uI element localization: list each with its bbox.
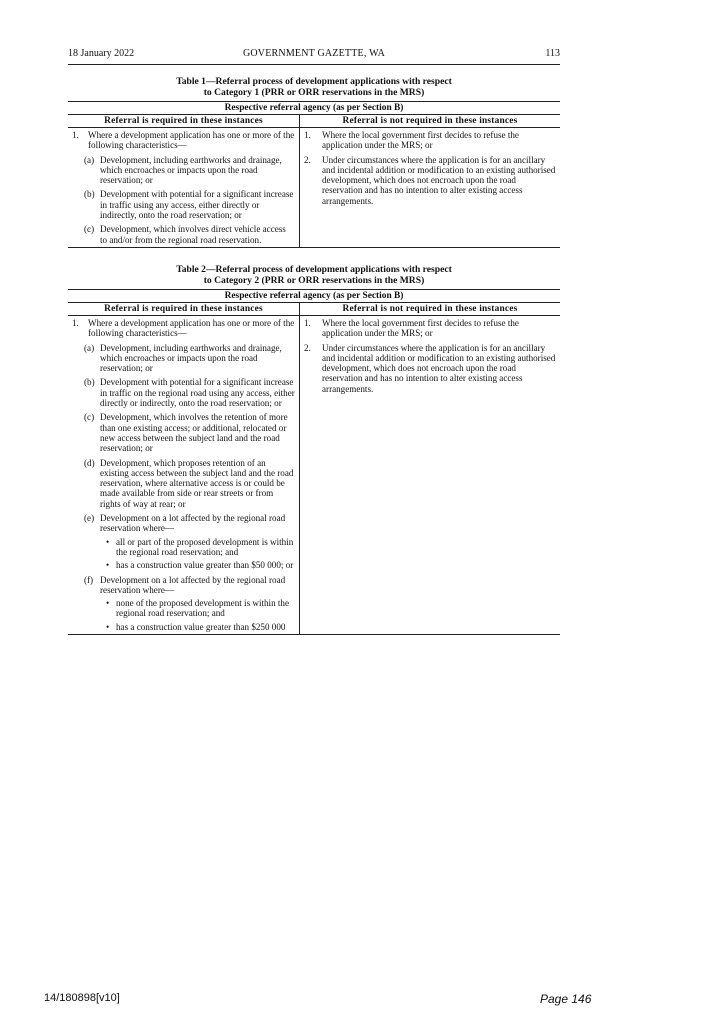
table2-not-required-column [300,303,560,634]
sub-label: (d) [84,457,95,468]
bullet-text: has a construction value greater than $250 000 [116,621,286,632]
sub-text: Development on a lot affected by the regional road reservation where— [100,574,286,595]
sub-label: (f) [84,574,94,585]
bullet-icon: • [106,560,110,571]
table2-sub-item-c [72,412,295,453]
table1-required-column [68,115,300,247]
table2-required-item [72,318,295,339]
gazette-title: GOVERNMENT GAZETTE, WA [242,48,386,59]
table1-not-required-column [300,115,560,247]
table1-not-required-item-1 [304,130,556,151]
bullet-icon: • [106,598,110,609]
gazette-page [68,48,560,635]
bullet-item [100,622,295,632]
header-rule [68,64,560,65]
sub-label: (b) [84,189,95,200]
table1-sub-item-b [72,189,295,220]
sub-label: (a) [84,342,95,353]
table2-sub-item-a [72,343,295,374]
table1-required-item [72,130,295,151]
table2-not-required-header: Referral is not required in these instances [300,303,560,316]
sub-text: Development with potential for a significant increase in traffic on the regional road using any access, either directly or indirectly, onto the road reservation; or [100,377,295,409]
table1-not-required-header: Referral is not required in these instances [300,115,560,128]
bullet-item [100,598,295,619]
bullet-icon: • [106,621,110,632]
sub-text: Development, including earthworks and drainage, which encroaches or impacts upon the road reservation; or [100,342,282,374]
sub-text: Development, which involves direct vehicle access to and/or from the regional road reservation. [100,224,286,245]
bullet-item [100,560,295,570]
item-text: Where the local government first decides to refuse the application under the MRS; or [322,130,519,151]
item-number: 1. [72,130,79,140]
item-text: Where a development application has one or more of the following characteristics— [88,130,295,151]
gazette-header [68,48,560,64]
sub-text: Development on a lot affected by the regional road reservation where— [100,513,286,534]
sub-label: (a) [84,154,95,165]
table2-agency-header: Respective referral agency (as per Section B) [68,290,560,303]
table1-agency-header: Respective referral agency (as per Section B) [68,102,560,115]
bullet-icon: • [106,536,110,547]
sub-text: Development, which involves the retention of more than one existing access; or additional, relocated or new access between the subject land and the road reservation; or [100,412,288,454]
item-text: Where the local government first decides to refuse the application under the MRS; or [322,317,519,339]
bullet-text: none of the proposed development is within the regional road reservation; and [116,598,289,619]
item-number: 1. [304,130,311,140]
table2-not-required-item-1 [304,318,556,339]
table1-title [68,76,560,98]
table1-title-line1: Table 1—Referral process of development applications with respect [176,76,452,87]
sub-text: Development with potential for a significant increase in traffic using any access, either directly or indirectly, onto the road reservation; or [100,189,294,221]
table2-sub-item-f [72,575,295,632]
table1-not-required-item-2 [304,155,556,206]
table2-sub-item-e [72,513,295,570]
table2-not-required-item-2 [304,343,556,394]
item-text: Under circumstances where the application is for an ancillary and incidental addition or modification to an existing authorised development, which does not encroach upon the road reservation and has no intention to alter existing access arrangements. [322,154,556,206]
sub-text: Development, which proposes retention of an existing access between the subject land and the road reservation, where alternative access is or could be made available from side or rear streets or from rights of way at rear; or [100,457,294,509]
table1-title-line2: to Category 1 (PRR or ORR reservations in the MRS) [203,87,425,98]
gazette-date: 18 January 2022 [68,48,135,59]
item-number: 1. [72,317,79,328]
table2-sub-item-b [72,377,295,408]
sub-label: (c) [84,412,95,423]
gazette-page-number: 113 [545,48,560,59]
sub-label: (c) [84,224,95,235]
table2-title-line1: Table 2—Referral process of development applications with respect [176,263,452,275]
table2 [68,289,560,635]
item-text: Under circumstances where the application is for an ancillary and incidental addition or modification to an existing authorised development, which does not encroach upon the road reservation and has no intention to alter existing access arrangements. [322,342,556,394]
item-text: Where a development application has one or more of the following characteristics— [88,317,295,339]
item-number: 2. [304,342,311,353]
item-number: 2. [304,154,311,165]
table1-required-header: Referral is required in these instances [68,115,299,128]
bullet-item [100,537,295,558]
table2-title [68,264,560,286]
table2-sub-item-d [72,458,295,509]
document-reference: 14/180898[v10] [44,992,120,1004]
table2-required-header: Referral is required in these instances [68,303,299,316]
sub-label: (b) [84,377,95,388]
table1-sub-item-c [72,224,295,245]
sub-text: Development, including earthworks and drainage, which encroaches or impacts upon the road reservation; or [100,154,282,186]
table2-required-column [68,303,300,634]
bullet-text: all or part of the proposed development is within the regional road reservation; and [116,536,294,557]
table1-sub-item-a [72,155,295,186]
footer-page-number: Page 146 [540,992,592,1006]
sub-label: (e) [84,513,95,524]
item-number: 1. [304,317,311,328]
table1 [68,101,560,248]
table2-title-line2: to Category 2 (PRR or ORR reservations in the MRS) [203,274,425,286]
bullet-text: has a construction value greater than $50 000; or [116,560,294,571]
